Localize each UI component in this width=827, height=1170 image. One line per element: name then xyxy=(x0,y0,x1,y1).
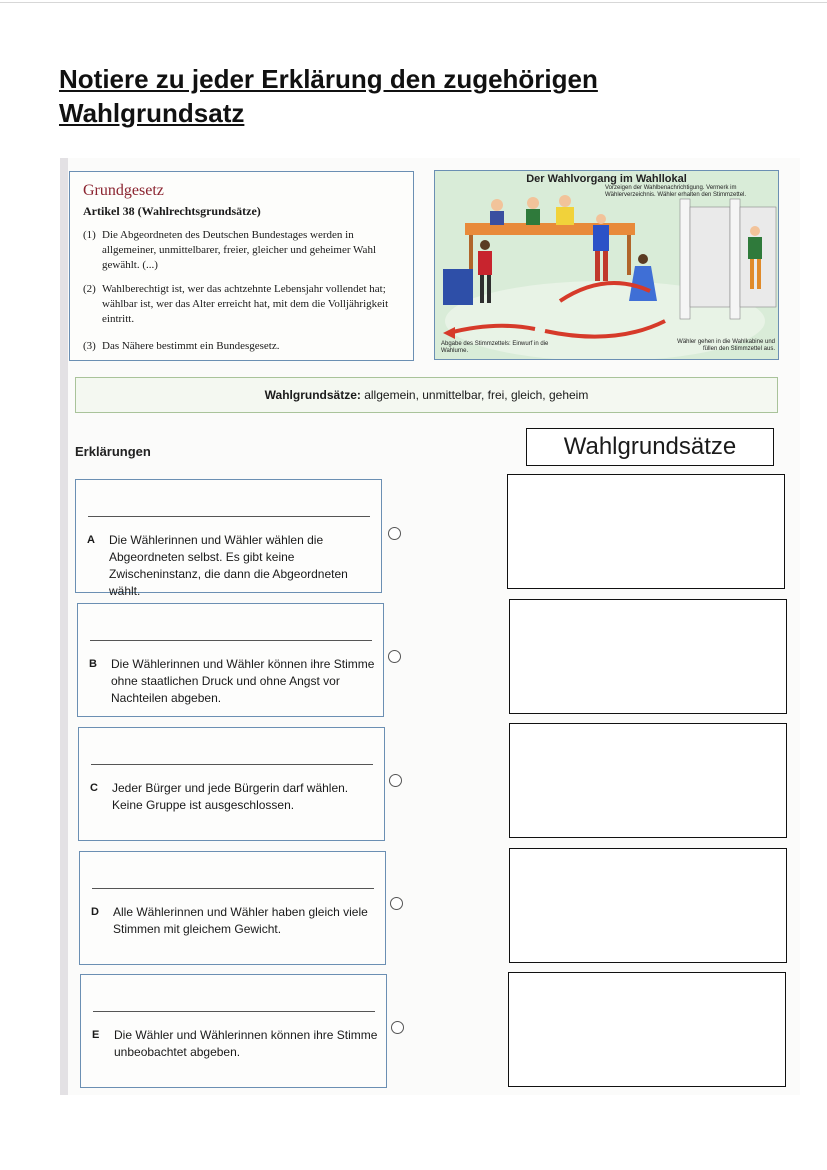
paragraph-number: (2) xyxy=(83,283,96,295)
answer-box-e[interactable] xyxy=(508,972,786,1087)
erklaerungen-heading: Erklärungen xyxy=(75,444,151,459)
card-text: Alle Wählerinnen und Wähler haben gleich viele Stimmen mit gleichem Gewicht. xyxy=(113,905,368,936)
polling-scene-drawing xyxy=(435,171,778,359)
card-letter: C xyxy=(90,782,98,794)
paragraph-number: (3) xyxy=(83,340,96,352)
answer-box-c[interactable] xyxy=(509,723,787,838)
paragraph-text: Die Abgeordneten des Deutschen Bundestages werden in allgemeiner, unmittelbarer, freier, gleicher und geheimer Wahl gewählt. (...) xyxy=(102,229,376,271)
answer-line xyxy=(92,888,374,889)
paragraph-text: Wahlberechtigt ist, wer das achtzehnte Lebensjahr vollendet hat; wählbar ist, wer das Alter erreicht hat, mit dem die Volljährigkeit eintritt. xyxy=(102,283,389,325)
answer-line xyxy=(93,1011,375,1012)
wahlgrundsaetze-line xyxy=(76,388,777,402)
card-letter: B xyxy=(89,658,97,670)
paragraph-text: Das Nähere bestimmt ein Bundesgesetz. xyxy=(102,340,280,352)
wahlgrundsaetze-label: Wahlgrundsätze: xyxy=(264,388,361,402)
grundgesetz-heading: Grundgesetz xyxy=(83,182,164,199)
answer-line xyxy=(88,516,370,517)
explanation-card-c xyxy=(78,727,385,841)
explanation-card-d xyxy=(79,851,386,965)
explanation-card-e xyxy=(80,974,387,1088)
card-letter: A xyxy=(87,534,95,546)
paragraph-3 xyxy=(83,339,405,354)
top-divider xyxy=(0,2,827,3)
answer-line xyxy=(90,640,372,641)
card-letter: E xyxy=(92,1029,100,1041)
scan-shadow-edge xyxy=(60,158,68,1095)
grundgesetz-box xyxy=(69,171,414,361)
wahlgrundsaetze-bar xyxy=(75,377,778,413)
page-title: Notiere zu jeder Erklärung den zugehörigen Wahlgrundsatz xyxy=(59,64,598,128)
choice-circle-a[interactable] xyxy=(388,527,401,540)
choice-circle-d[interactable] xyxy=(390,897,403,910)
answer-line xyxy=(91,764,373,765)
card-text: Die Wählerinnen und Wähler wählen die Abgeordneten selbst. Es gibt keine Zwischeninstanz, die dann die Abgeordneten wählt. xyxy=(109,533,348,598)
article-title: Artikel 38 (Wahlrechtsgrundsätze) xyxy=(83,204,261,218)
illustration-title: Der Wahlvorgang im Wahllokal xyxy=(526,173,687,185)
polling-station-illustration xyxy=(434,170,779,360)
answer-box-a[interactable] xyxy=(507,474,785,589)
choice-circle-b[interactable] xyxy=(388,650,401,663)
explanation-card-a xyxy=(75,479,382,598)
wahlgrundsaetze-values: allgemein, unmittelbar, frei, gleich, geheim xyxy=(364,388,589,402)
card-letter: D xyxy=(91,906,99,918)
choice-circle-c[interactable] xyxy=(389,774,402,787)
answer-box-b[interactable] xyxy=(509,599,787,714)
caption-left: Abgabe des Stimmzettels: Einwurf in die Wahlurne. xyxy=(441,341,549,354)
paragraph-1 xyxy=(83,228,405,273)
wahlgrundsaetze-heading: Wahlgrundsätze xyxy=(526,428,774,466)
choice-circle-e[interactable] xyxy=(391,1021,404,1034)
paragraph-2 xyxy=(83,282,405,327)
caption-top: Vorzeigen der Wahlbenachrichtigung. Vermerk im Wählerverzeichnis. Wähler erhalten den Stimmzettel. xyxy=(605,185,747,198)
card-text: Jeder Bürger und jede Bürgerin darf wählen. Keine Gruppe ist ausgeschlossen. xyxy=(112,781,349,812)
card-text: Die Wähler und Wählerinnen können ihre Stimme unbeobachtet abgeben. xyxy=(114,1028,378,1059)
caption-right: Wähler gehen in die Wahlkabine und füllen den Stimmzettel aus. xyxy=(677,339,775,352)
answer-box-d[interactable] xyxy=(509,848,787,963)
paragraph-number: (1) xyxy=(83,229,96,241)
card-text: Die Wählerinnen und Wähler können ihre Stimme ohne staatlichen Druck und ohne Angst vor Nachteilen abgeben. xyxy=(111,657,375,705)
explanation-card-b xyxy=(77,603,384,717)
